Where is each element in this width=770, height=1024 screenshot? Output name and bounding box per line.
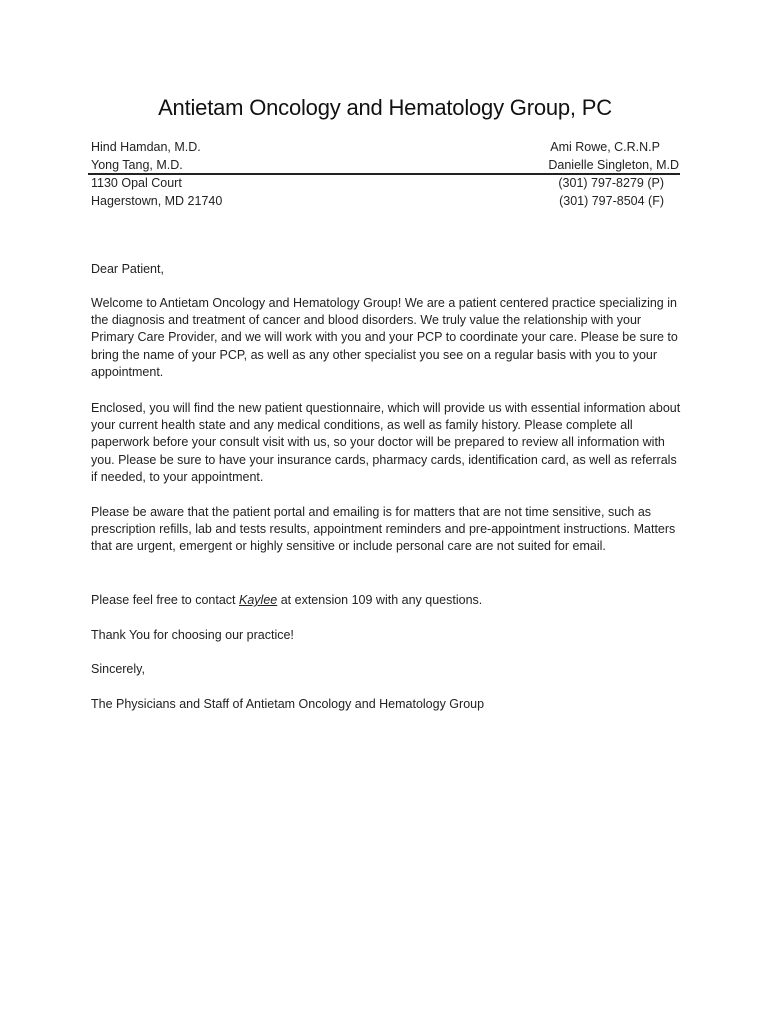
letterhead-divider — [88, 173, 680, 175]
phone-number: (301) 797-8279 (P) — [558, 176, 664, 190]
closing: Sincerely, — [91, 662, 145, 676]
contact-suffix: at extension 109 with any questions. — [277, 593, 483, 607]
contact-name: Kaylee — [239, 593, 278, 607]
thank-you-line: Thank You for choosing our practice! — [91, 628, 294, 642]
physician-name-2: Yong Tang, M.D. — [91, 158, 183, 172]
paragraph-welcome: Welcome to Antietam Oncology and Hematology Group! We are a patient centered practice specializing in the diagnosis and treatment of cancer and blood disorders. We truly value the relationship with your Primary Care Provider, and we will work with you and your PCP to coordinate your care. Please be sure to bring the name of your PCP, as well as any other specialist you see on a regular basis with you to your appointment. — [91, 296, 678, 379]
provider-name-2: Danielle Singleton, M.D — [548, 158, 679, 172]
fax-number: (301) 797-8504 (F) — [559, 194, 664, 208]
provider-name-1: Ami Rowe, C.R.N.P — [550, 140, 660, 154]
address-street: 1130 Opal Court — [91, 176, 182, 190]
practice-title: Antietam Oncology and Hematology Group, PC — [158, 95, 612, 120]
paragraph-enclosed: Enclosed, you will find the new patient questionnaire, which will provide us with essential information about your current health state and any medical conditions, as well as family history. Please complete all paperwork before your consult visit with us, so your doctor will be prepared to review all information with you. Please be sure to have your insurance cards, pharmacy cards, identification card, as well as referrals if needed, to your appointment. — [91, 401, 681, 484]
paragraph-contact — [91, 592, 685, 609]
physician-name-1: Hind Hamdan, M.D. — [91, 140, 201, 154]
contact-prefix: Please feel free to contact — [91, 593, 240, 607]
salutation: Dear Patient, — [91, 262, 164, 276]
signature: The Physicians and Staff of Antietam Oncology and Hematology Group — [91, 697, 485, 711]
paragraph-portal: Please be aware that the patient portal and emailing is for matters that are not time sensitive, such as prescription refills, lab and tests results, appointment reminders and pre-appointment instructions. Matters that are urgent, emergent or highly sensitive or include personal care are not suited for email. — [91, 505, 676, 554]
address-city: Hagerstown, MD 21740 — [91, 194, 223, 208]
